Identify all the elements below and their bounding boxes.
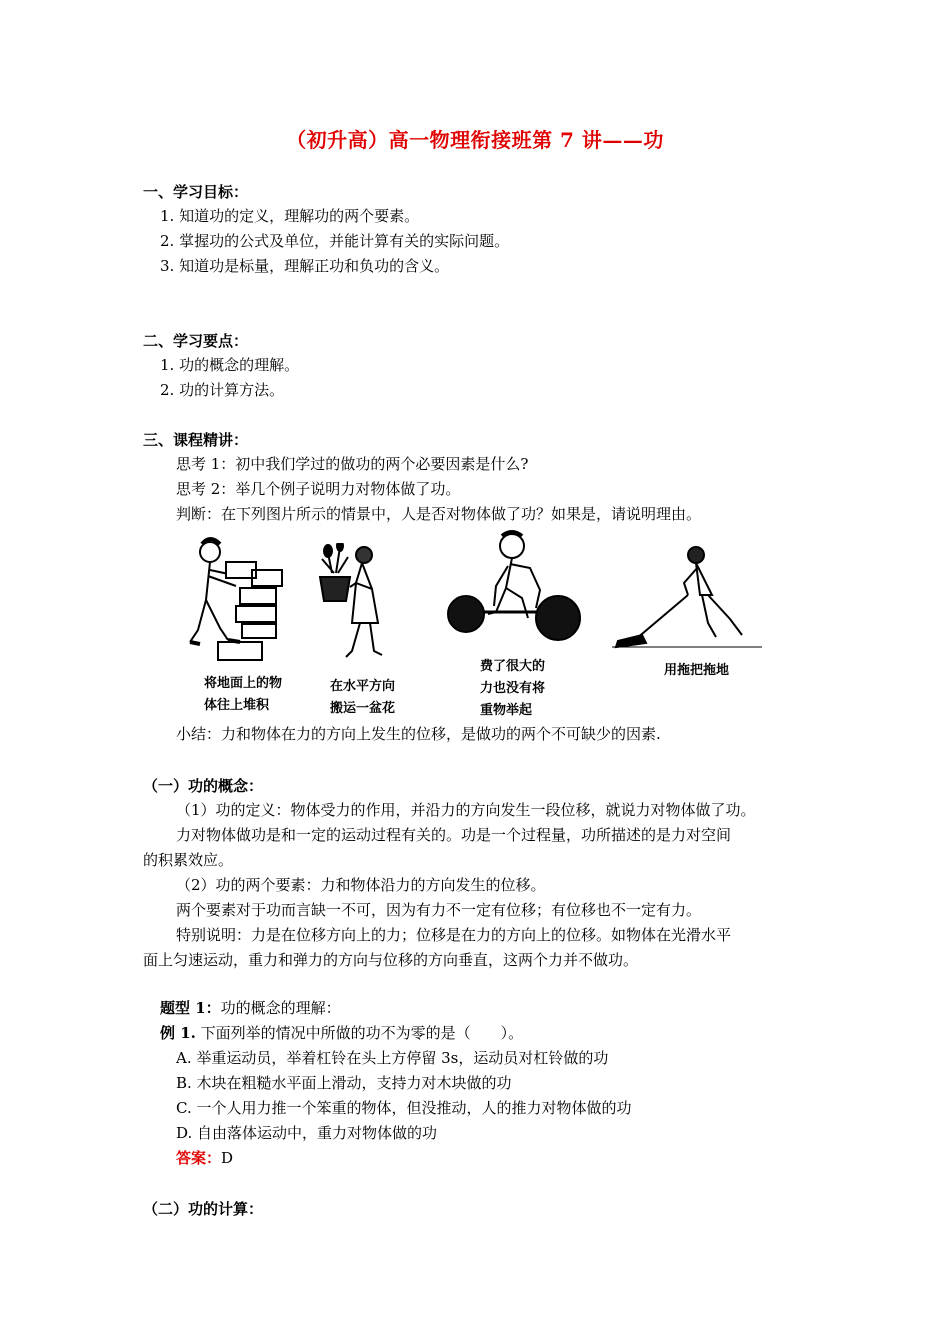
section-heading-concept: （一）功的概念： xyxy=(143,777,264,795)
figure-caption-line: 将地面上的物 xyxy=(204,676,283,691)
figure-mopping-floor xyxy=(612,543,762,657)
figure-caption-line: 重物举起 xyxy=(480,703,533,718)
figure-lifting-barbell xyxy=(446,528,581,652)
section-heading-calculation: （二）功的计算： xyxy=(143,1200,264,1218)
keypoint-item: 1. 功的概念的理解。 xyxy=(160,356,300,374)
example-question xyxy=(160,1023,523,1043)
figure-caption-line: 用拖把拖地 xyxy=(664,663,730,678)
person-carrying-flowerpot-icon xyxy=(312,543,392,663)
concept-paragraph: （2）功的两个要素：力和物体沿力的方向发生的位移。 xyxy=(176,876,546,894)
question-type-label: 题型 1： xyxy=(160,999,221,1017)
person-stacking-boxes-icon xyxy=(180,530,290,672)
section-heading-keypoints: 二、学习要点： xyxy=(143,332,249,350)
concept-paragraph: （1）功的定义：物体受力的作用，并沿力的方向发生一段位移，就说力对物体做了功。 xyxy=(176,801,756,819)
goal-item: 2. 掌握功的公式及单位，并能计算有关的实际问题。 xyxy=(160,232,510,250)
figure-caption-line: 体往上堆积 xyxy=(204,698,270,713)
page-title: （初升高）高一物理衔接班第 7 讲——功 xyxy=(286,128,664,152)
judge-question: 判断：在下列图片所示的情景中，人是否对物体做了功？如果是，请说明理由。 xyxy=(176,505,702,523)
concept-paragraph: 的积累效应。 xyxy=(143,851,234,869)
answer-label: 答案： xyxy=(176,1149,222,1167)
figure-carrying-flowerpot xyxy=(312,543,392,667)
figure-stacking-boxes xyxy=(180,530,290,676)
figure-caption-line: 力也没有将 xyxy=(480,681,546,696)
figure-caption-line: 费了很大的 xyxy=(480,659,546,674)
think-question-1: 思考 1：初中我们学过的做功的两个必要因素是什么? xyxy=(176,455,529,473)
answer-line xyxy=(176,1148,233,1168)
concept-paragraph: 两个要素对于功而言缺一不可，因为有力不一定有位移；有位移也不一定有力。 xyxy=(176,901,702,919)
concept-paragraph: 面上匀速运动，重力和弹力的方向与位移的方向垂直，这两个力并不做功。 xyxy=(143,951,639,969)
think-question-2: 思考 2：举几个例子说明力对物体做了功。 xyxy=(176,480,461,498)
concept-paragraph: 特别说明：力是在位移方向上的力；位移是在力的方向上的位移。如物体在光滑水平 xyxy=(176,926,732,944)
example-label: 例 1. xyxy=(160,1024,196,1042)
option-d: D. 自由落体运动中，重力对物体做的功 xyxy=(176,1124,438,1142)
section-heading-lecture: 三、课程精讲： xyxy=(143,431,249,449)
example-text: 下面列举的情况中所做的功不为零的是（ ）。 xyxy=(195,1024,524,1042)
question-type-heading xyxy=(160,998,341,1018)
keypoint-item: 2. 功的计算方法。 xyxy=(160,381,285,399)
answer-value: D xyxy=(221,1149,234,1167)
goal-item: 1. 知道功的定义，理解功的两个要素。 xyxy=(160,207,420,225)
option-b: B. 木块在粗糙水平面上滑动，支持力对木块做的功 xyxy=(176,1074,512,1092)
option-a: A. 举重运动员，举着杠铃在头上方停留 3s，运动员对杠铃做的功 xyxy=(176,1049,609,1067)
figure-caption-line: 搬运一盆花 xyxy=(330,701,396,716)
option-c: C. 一个人用力推一个笨重的物体，但没推动，人的推力对物体做的功 xyxy=(176,1099,632,1117)
summary-text: 小结：力和物体在力的方向上发生的位移，是做功的两个不可缺少的因素. xyxy=(176,725,661,743)
question-type-title: 功的概念的理解： xyxy=(220,999,341,1017)
section-heading-goals: 一、学习目标： xyxy=(143,183,249,201)
figure-caption-line: 在水平方向 xyxy=(330,679,396,694)
goal-item: 3. 知道功是标量，理解正功和负功的含义。 xyxy=(160,257,450,275)
concept-paragraph: 力对物体做功是和一定的运动过程有关的。功是一个过程量，功所描述的是力对空间 xyxy=(176,826,732,844)
person-mopping-floor-icon xyxy=(612,543,762,653)
person-lifting-barbell-icon xyxy=(446,528,581,648)
